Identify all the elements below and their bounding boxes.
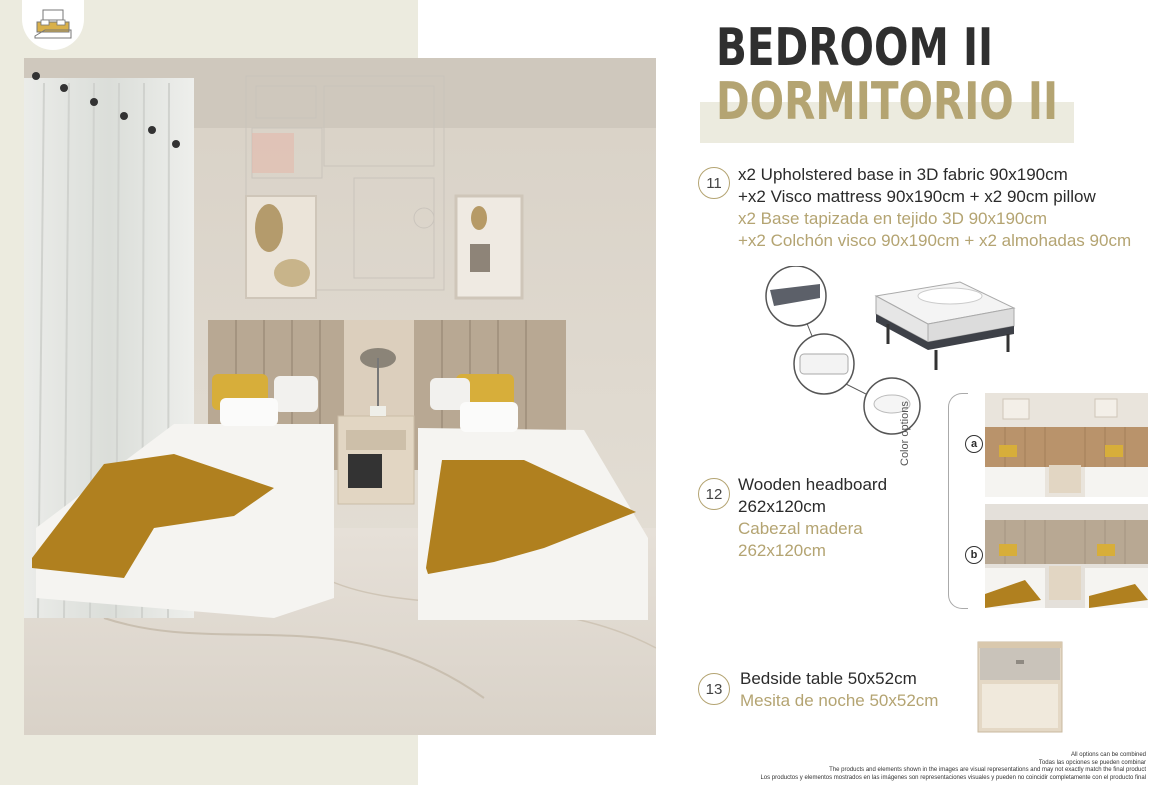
color-option-b[interactable]: b (965, 546, 983, 564)
item-12-es-line-1: Cabezal madera (738, 519, 863, 538)
title-es: DORMITORIO II (716, 72, 1059, 132)
footer-line-2: Todas las opciones se pueden combinar (1038, 759, 1146, 766)
color-option-b-image[interactable] (985, 504, 1148, 608)
item-11-es-line-2: +x2 Colchón visco 90x190cm + x2 almohadas 90cm (738, 231, 1132, 250)
bedroom-photo (24, 58, 656, 735)
item-number-13: 13 (698, 673, 730, 705)
item-12-es-line-2: 262x120cm (738, 541, 826, 560)
color-options-bracket (948, 393, 968, 609)
footer-line-4: Los productos y elementos mostrados en las imágenes son representaciones visuales y pueden no coincidir completamente con el producto final (760, 774, 1146, 781)
bed-icon (33, 8, 73, 42)
item-13-es-line-1: Mesita de noche 50x52cm (740, 691, 939, 710)
item-number-11: 11 (698, 167, 730, 199)
bedside-table-product-image (976, 640, 1064, 734)
item-12-en-line-1: Wooden headboard (738, 475, 888, 494)
item-13-en-line-1: Bedside table 50x52cm (740, 669, 917, 688)
footer-line-3: The products and elements shown in the images are visual representations and may not exactly match the final product (829, 767, 1146, 773)
item-number-12: 12 (698, 478, 730, 510)
item-12-en-line-2: 262x120cm (738, 497, 826, 516)
color-options-label: Color options (899, 401, 911, 466)
item-11-en-line-1: x2 Upholstered base in 3D fabric 90x190cm (738, 165, 1068, 184)
footer-line-1: All options can be combined (1070, 752, 1146, 758)
color-option-a-image[interactable] (985, 393, 1148, 497)
item-11-es-line-1: x2 Base tapizada en tejido 3D 90x190cm (738, 209, 1048, 228)
title-en: BEDROOM II (716, 18, 994, 78)
footer-disclaimer (760, 752, 1146, 782)
color-option-a[interactable]: a (965, 435, 983, 453)
item-11-en-line-2: +x2 Visco mattress 90x190cm + x2 90cm pillow (738, 187, 1096, 206)
